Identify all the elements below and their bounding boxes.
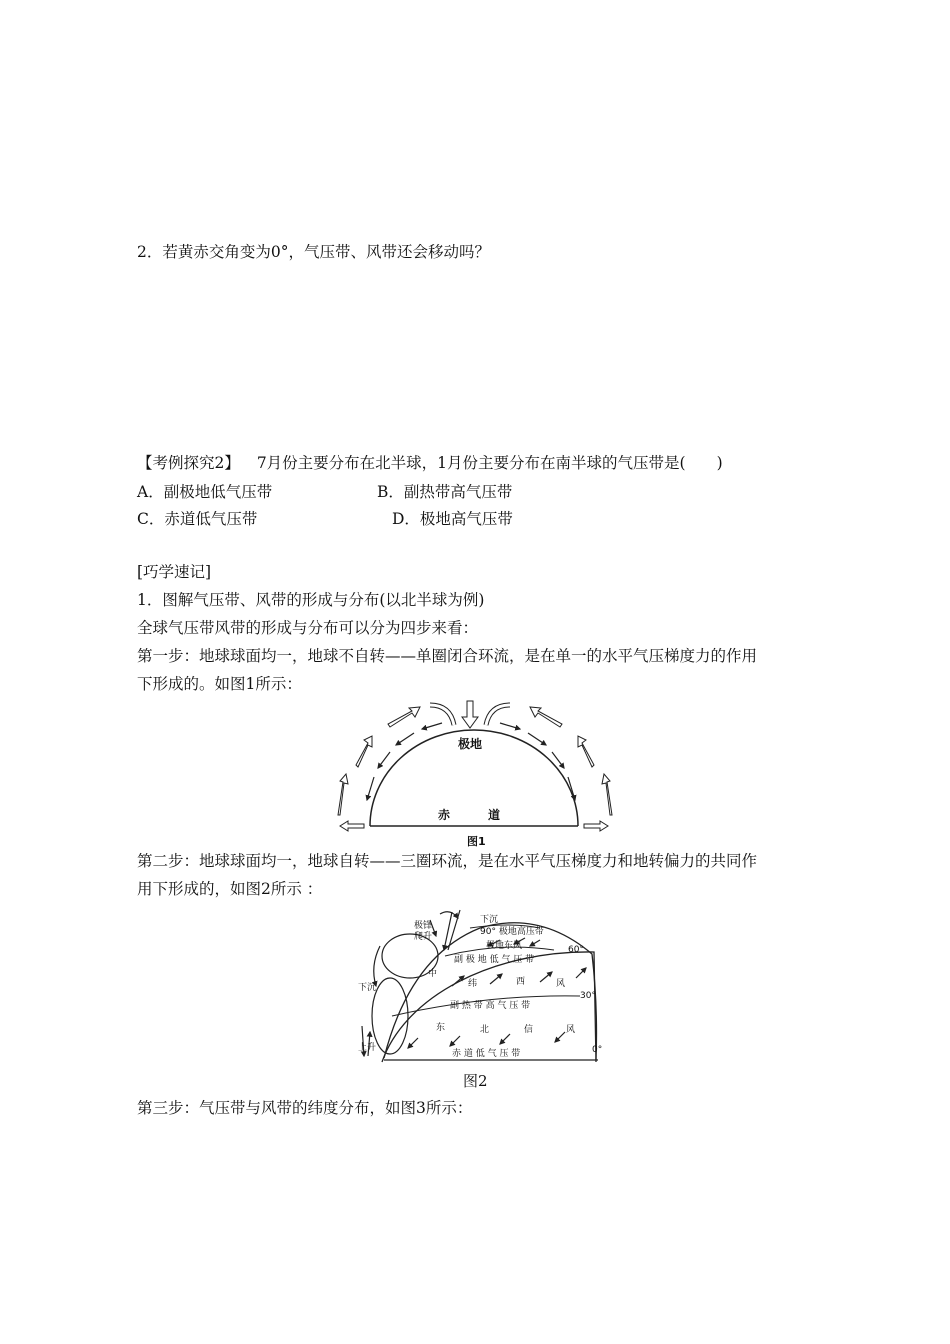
example-heading: 【考例探究2】 xyxy=(137,454,240,472)
option-d: D．极地高气压带 xyxy=(392,510,513,528)
polar-front-label-1: 极锋 xyxy=(414,921,433,931)
polar-front-label-2: 爬升 xyxy=(414,932,433,942)
tips-item-1: 1．图解气压带、风带的形成与分布(以北半球为例) xyxy=(137,591,485,609)
subtropical-high-label: 副 热 带 高 气 压 带 xyxy=(450,1001,531,1011)
sink-top-label: 下沉 xyxy=(480,915,499,925)
circulation-cells xyxy=(362,910,460,1056)
polar-high-label: 90° 极地高压带 xyxy=(480,927,544,937)
example-stem: 7月份主要分布在北半球，1月份主要分布在南半球的气压带是( ) xyxy=(256,454,723,472)
surface-left-arrow xyxy=(340,821,364,831)
trade-1: 东 xyxy=(436,1023,446,1033)
trade-4: 风 xyxy=(566,1025,576,1035)
central-sinking-arrow xyxy=(462,701,478,728)
trade-3: 信 xyxy=(524,1025,534,1035)
figure-2-three-cell-circulation xyxy=(340,906,615,1064)
option-c: C．赤道低气压带 xyxy=(137,510,258,528)
lat60-label: 60° xyxy=(568,945,584,955)
tips-intro: 全球气压带风带的形成与分布可以分为四步来看： xyxy=(137,619,479,637)
sink-left-label: 下沉 xyxy=(358,983,377,993)
lat0-label: 0° xyxy=(592,1045,603,1055)
figure-2-caption: 图2 xyxy=(463,1072,488,1090)
step-2-line-2: 用下形成的，如图2所示 ： xyxy=(137,880,323,898)
westerly-3: 西 xyxy=(516,977,526,987)
right-curved-arrow xyxy=(486,705,510,725)
equatorial-low-label: 赤 道 低 气 压 带 xyxy=(452,1049,521,1059)
rise-label: 上升 xyxy=(358,1043,377,1053)
option-b: B．副热带高气压带 xyxy=(377,483,513,501)
figure-1-caption: 图1 xyxy=(467,835,486,848)
tips-title: [巧学速记] xyxy=(137,563,212,581)
equator-label-1: 赤 xyxy=(438,808,451,822)
lat30-label: 30° xyxy=(580,991,596,1001)
step-3: 第三步：气压带与风带的纬度分布，如图3所示： xyxy=(137,1099,473,1117)
westerly-1: 中 xyxy=(428,969,438,979)
step-1-line-1: 第一步：地球球面均一，地球不自转——单圈闭合环流，是在单一的水平气压梯度力的作用 xyxy=(137,647,758,665)
step-1-line-2: 下形成的。如图1所示： xyxy=(137,675,302,693)
westerly-4: 风 xyxy=(556,979,566,989)
surface-right-arrow xyxy=(584,821,608,831)
upper-flow-arrows xyxy=(338,707,612,815)
step-2-line-1: 第二步：地球球面均一，地球自转——三圈环流，是在水平气压梯度力和地转偏力的共同作 xyxy=(137,852,758,870)
polar-easterlies-label: 极地东风 xyxy=(486,941,523,951)
pole-label: 极地 xyxy=(458,737,483,751)
trade-2: 北 xyxy=(480,1025,490,1035)
figure-1-single-cell-circulation xyxy=(330,695,620,850)
example-stem-line xyxy=(137,453,723,473)
inner-flow-arrows xyxy=(367,723,575,800)
subpolar-low-label: 副 极 地 低 气 压 带 xyxy=(454,955,535,965)
option-a: A．副极地低气压带 xyxy=(137,483,273,501)
westerly-2: 纬 xyxy=(468,979,478,989)
equator-label-2: 道 xyxy=(488,808,501,822)
question-2: 2．若黄赤交角变为0°，气压带、风带还会移动吗？ xyxy=(137,243,490,261)
